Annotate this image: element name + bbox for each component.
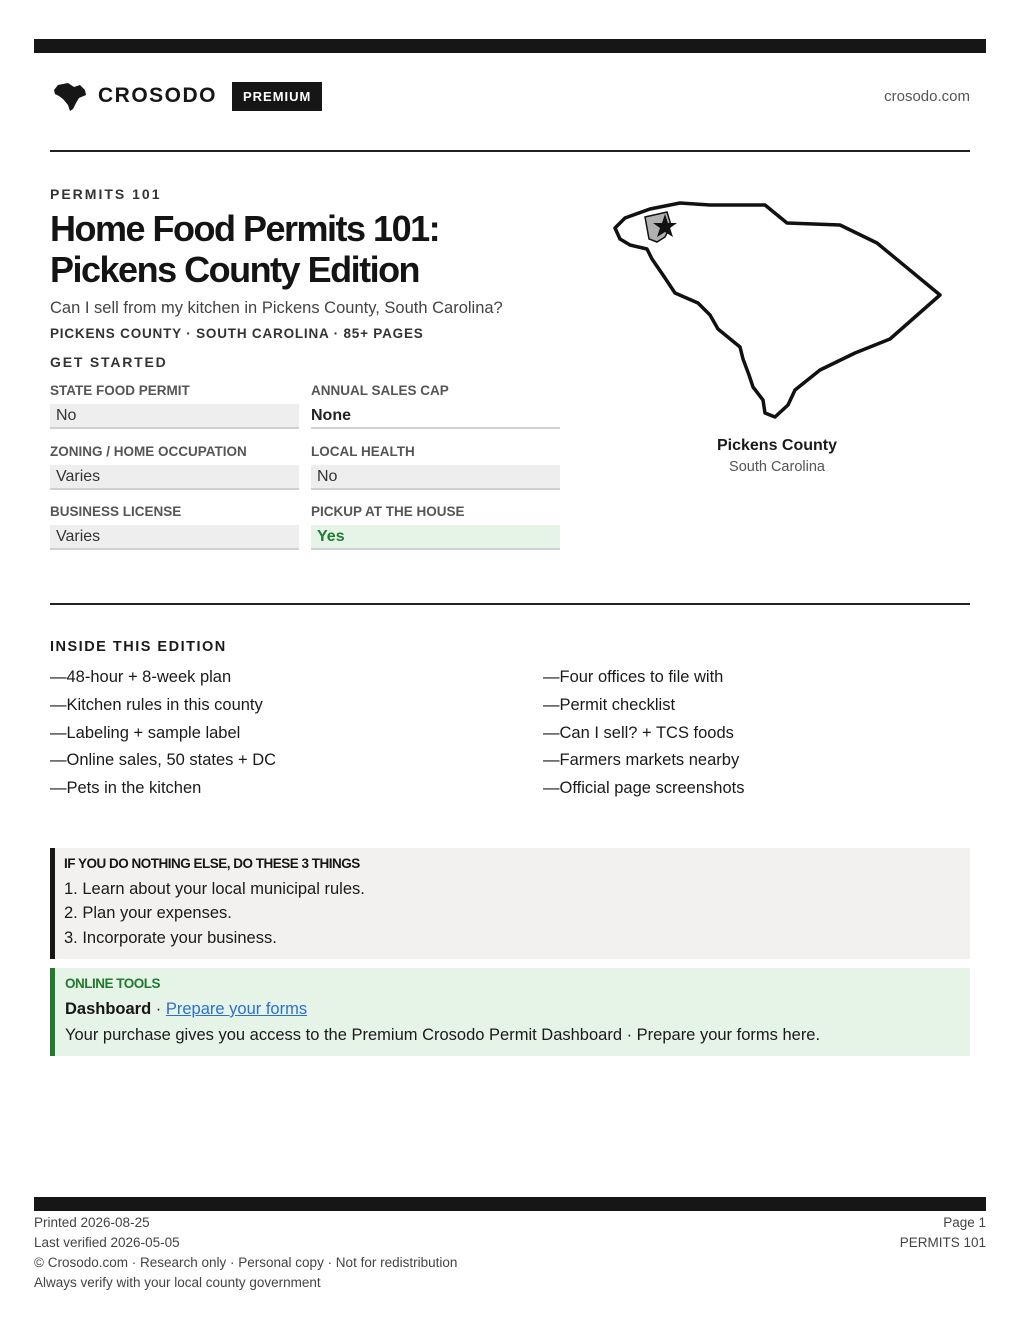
- inside-heading: INSIDE THIS EDITION: [50, 639, 227, 655]
- todo-item: 1. Learn about your local municipal rules.: [64, 880, 365, 898]
- copyright: © Crosodo.com · Research only · Personal copy · Not for redistribution: [34, 1255, 458, 1270]
- field-value: Yes: [311, 525, 560, 550]
- footer-right: [900, 1213, 986, 1253]
- site-url[interactable]: crosodo.com: [884, 88, 970, 105]
- dashboard-line: [65, 1000, 307, 1019]
- dashboard-label: Dashboard: [65, 1000, 152, 1018]
- section-divider: [50, 603, 970, 605]
- field-label: BUSINESS LICENSE: [50, 504, 182, 519]
- field-label: STATE FOOD PERMIT: [50, 383, 190, 398]
- todo-box: [50, 848, 970, 959]
- field-label: LOCAL HEALTH: [311, 444, 415, 459]
- footer-section: PERMITS 101: [899, 1235, 986, 1250]
- map-state-name: South Carolina: [729, 459, 825, 475]
- todo-item: 3. Incorporate your business.: [64, 929, 277, 947]
- page-number: Page 1: [943, 1215, 986, 1230]
- field-value: None: [311, 404, 560, 429]
- footer-bar: [34, 1197, 986, 1211]
- list-item: —Four offices to file with: [543, 668, 724, 686]
- separator: ·: [151, 1000, 166, 1018]
- field-zoning: [50, 443, 299, 490]
- tools-heading: ONLINE TOOLS: [65, 976, 161, 991]
- field-state-food-permit: [50, 382, 299, 429]
- field-label: ZONING / HOME OCCUPATION: [50, 444, 247, 459]
- section-kicker: PERMITS 101: [50, 186, 162, 202]
- field-pickup: [311, 503, 560, 550]
- field-value: No: [311, 465, 560, 490]
- inside-list-left: [50, 666, 276, 805]
- verify-notice: Always verify with your local county government: [34, 1275, 321, 1290]
- field-label: PICKUP AT THE HOUSE: [311, 504, 465, 519]
- list-item: —48-hour + 8-week plan: [50, 668, 232, 686]
- list-item: —Online sales, 50 states + DC: [50, 751, 277, 770]
- top-bar: [34, 39, 986, 53]
- state-map: [605, 195, 950, 425]
- list-item: —Farmers markets nearby: [543, 751, 740, 770]
- prepare-forms-link[interactable]: Prepare your forms: [165, 1000, 308, 1018]
- field-label: ANNUAL SALES CAP: [311, 383, 449, 398]
- list-item: —Can I sell? + TCS foods: [543, 723, 734, 742]
- todo-heading: IF YOU DO NOTHING ELSE, DO THESE 3 THINGS: [64, 856, 360, 871]
- tools-description: Your purchase gives you access to the Premium Crosodo Permit Dashboard · Prepare your forms here.: [65, 1026, 821, 1044]
- field-value: Varies: [50, 465, 299, 490]
- list-item: —Labeling + sample label: [50, 723, 241, 742]
- page-subtitle: Can I sell from my kitchen in Pickens County, South Carolina?: [50, 299, 503, 317]
- page-title: Home Food Permits 101: Pickens County Edition: [50, 208, 440, 290]
- edition-meta: PICKENS COUNTY · SOUTH CAROLINA · 85+ PAGES: [50, 326, 424, 341]
- footer-left: [34, 1213, 457, 1293]
- list-item: —Official page screenshots: [543, 779, 745, 798]
- map-county-name: Pickens County: [716, 437, 838, 454]
- field-value: No: [50, 404, 299, 429]
- header: [50, 80, 970, 116]
- inside-list-right: [543, 666, 744, 805]
- list-item: —Permit checklist: [543, 695, 676, 714]
- state-silhouette-icon: [52, 82, 88, 117]
- field-value: Varies: [50, 525, 299, 550]
- todo-item: 2. Plan your expenses.: [64, 904, 232, 922]
- list-item: —Kitchen rules in this county: [50, 695, 263, 714]
- brand-name: CROSODO: [98, 84, 218, 107]
- verified-date: Last verified 2026-05-05: [34, 1235, 180, 1250]
- field-local-health: [311, 443, 560, 490]
- header-divider: [50, 150, 970, 152]
- list-item: —Pets in the kitchen: [50, 779, 202, 798]
- field-annual-sales-cap: [311, 382, 560, 429]
- online-tools-box: [50, 968, 970, 1056]
- premium-badge: PREMIUM: [232, 82, 322, 111]
- printed-date: Printed 2026-08-25: [34, 1215, 150, 1230]
- field-business-license: [50, 503, 299, 550]
- get-started-heading: GET STARTED: [50, 354, 168, 370]
